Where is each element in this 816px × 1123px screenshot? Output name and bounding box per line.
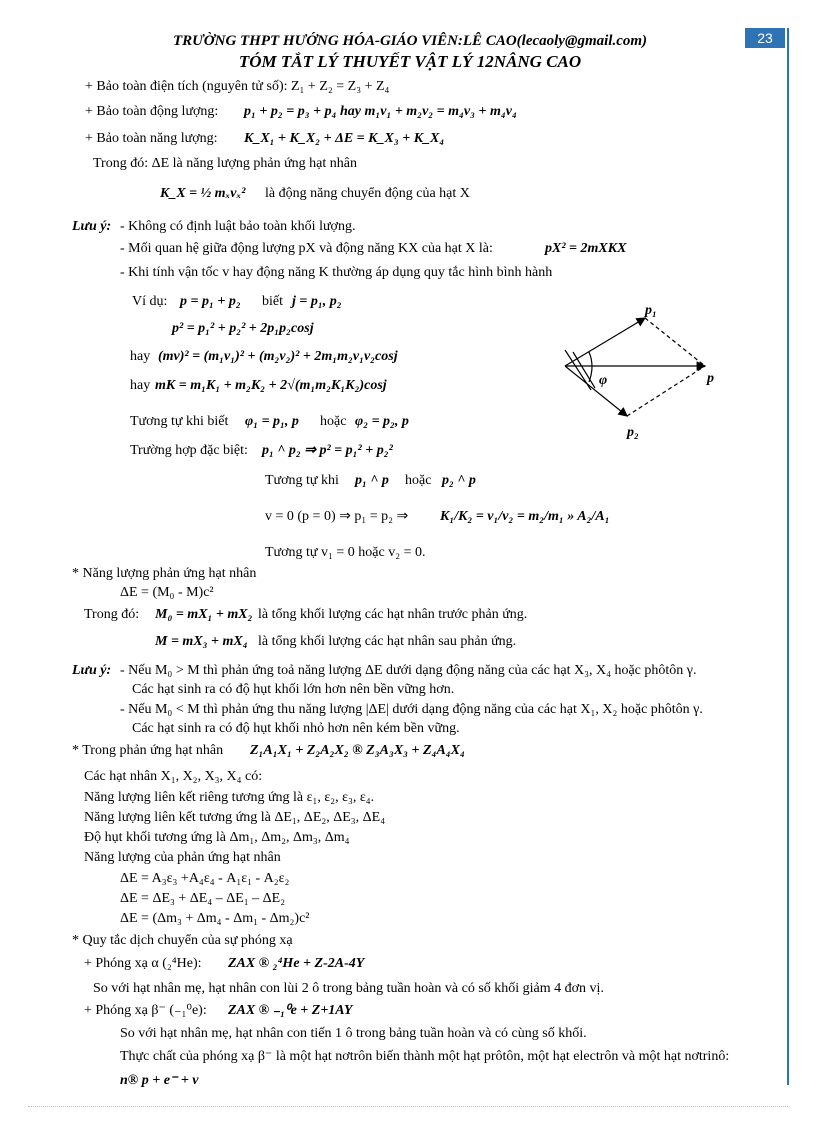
formula: ZAX ® ₋₁⁰e + Z+1AY [228, 1003, 353, 1018]
line: hoặc [405, 473, 432, 488]
line: + Phóng xạ α (₂⁴He): [84, 956, 202, 971]
formula: (mv)² = (m₁v₁)² + (m₂v₂)² + 2m₁m₂v₁v₂cosj [158, 349, 398, 364]
formula: p₁ + p₂ = p₃ + p₄ hay m₁v₁ + m₂v₂ = m₄v₃ + m₄v₄ [244, 104, 517, 119]
formula: pX² = 2mXKX [545, 241, 627, 256]
formula: K₁/K₂ = v₁/v₂ = m₂/m₁ » A₂/A₁ [440, 509, 610, 524]
line: - Mối quan hệ giữa động lượng pX và động năng KX của hạt X là: [120, 241, 493, 256]
formula: Z₁A₁X₁ + Z₂A₂X₂ ® Z₃A₃X₃ + Z₄A₄X₄ [250, 743, 465, 758]
angle-arc [589, 352, 592, 382]
note-label: Lưu ý: [72, 663, 112, 678]
formula: M = mX₃ + mX₄ [155, 634, 248, 649]
line: Các hạt sinh ra có độ hụt khối nhỏ hơn nên kém bền vững. [132, 721, 460, 736]
header-title: TÓM TẮT LÝ THUYẾT VẬT LÝ 12NÂNG CAO [238, 52, 582, 71]
formula: ΔE = ΔE₃ + ΔE₄ – ΔE₁ – ΔE₂ [120, 891, 286, 906]
parallelogram [565, 318, 705, 416]
line: + Bảo toàn điện tích (nguyên tử số): Z₁ + Z₂ = Z₃ + Z₄ [85, 79, 390, 94]
line: là tổng khối lượng các hạt nhân sau phản ứng. [258, 634, 517, 649]
line: hay [130, 378, 151, 393]
line: Trong đó: [84, 607, 140, 622]
formula: ΔE = A₃ε₃ +A₄ε₄ - A₁ε₁ - A₂ε₂ [120, 871, 290, 886]
line: Tương tự khi [265, 473, 339, 488]
formula: j = p₁, p₂ [292, 294, 342, 309]
line: + Phóng xạ β⁻ (₋₁⁰e): [84, 1003, 207, 1018]
formula: M₀ = mX₁ + mX₂ [155, 607, 253, 622]
formula: ΔE = (Δm₃ + Δm₄ - Δm₁ - Δm₂)c² [120, 911, 310, 926]
page-number: 23 [745, 28, 785, 48]
formula: φ₂ = p₂, p [355, 414, 409, 429]
vector-diagram [555, 290, 735, 440]
formula: K_X = ½ mₓvₓ² [160, 186, 246, 201]
formula: p₁ ^ p₂ ⇒ p² = p₁² + p₂² [262, 443, 393, 458]
label-p1: p₁ [645, 303, 657, 318]
formula: ZAX ® ₂⁴He + Z-2A-4Y [228, 956, 365, 971]
line: Trong đó: ΔE là năng lượng phản ứng hạt nhân [93, 156, 357, 171]
line: - Khi tính vận tốc v hay động năng K thường áp dụng quy tắc hình bình hành [120, 265, 553, 280]
line: - Không có định luật bảo toàn khối lượng. [120, 219, 356, 234]
formula: p² = p₁² + p₂² + 2p₁p₂cosj [172, 321, 314, 336]
dashed-edge [627, 366, 705, 416]
line: - Nếu M₀ < M thì phản ứng thu năng lượng |ΔE| dưới dạng động năng của các hạt X₁, X₂ hoặc phôtôn γ. [120, 702, 703, 717]
line: hoặc [320, 414, 347, 429]
formula: mK = m₁K₁ + m₂K₂ + 2√(m₁m₂K₁K₂)cosj [155, 378, 387, 393]
angle-mark [565, 350, 591, 390]
dashed-edge [645, 318, 705, 366]
footer-divider [28, 1106, 788, 1107]
line: Trường hợp đặc biệt: [130, 443, 248, 458]
line: biết [262, 294, 283, 309]
section-heading: * Trong phản ứng hạt nhân [72, 743, 224, 758]
line: - Nếu M₀ > M thì phản ứng toả năng lượng ΔE dưới dạng động năng của các hạt X₃, X₄ hoặc phôtôn γ. [120, 663, 697, 678]
line: Năng lượng liên kết riêng tương ứng là ε₁, ε₂, ε₃, ε₄. [84, 790, 375, 805]
line: là tổng khối lượng các hạt nhân trước phản ứng. [258, 607, 528, 622]
formula: K_X₁ + K_X₂ + ΔE = K_X₃ + K_X₄ [244, 131, 445, 146]
line: Năng lượng của phản ứng hạt nhân [84, 850, 281, 865]
formula: p₁ ^ p [355, 473, 389, 488]
note-label: Lưu ý: [72, 219, 112, 234]
line: Thực chất của phóng xạ β⁻ là một hạt nơtrôn biến thành một hạt prôtôn, một hạt electrôn và một hạt nơtrinô: [120, 1049, 730, 1064]
line: So với hạt nhân mẹ, hạt nhân con lùi 2 ô trong bảng tuần hoàn và có số khối giảm 4 đơn vị. [93, 981, 604, 996]
formula: p = p₁ + p₂ [180, 294, 241, 309]
line: v = 0 (p = 0) ⇒ p₁ = p₂ ⇒ [265, 509, 409, 524]
line: Các hạt nhân X₁, X₂, X₃, X₄ có: [84, 769, 263, 784]
line: Ví dụ: [132, 294, 168, 309]
line: Các hạt sinh ra có độ hụt khối lớn hơn nên bền vững hơn. [132, 682, 455, 697]
label-p2: p₂ [627, 425, 639, 440]
formula: ΔE = (M₀ - M)c² [120, 585, 214, 600]
formula: φ₁ = p₁, p [245, 414, 299, 429]
section-heading: * Quy tắc dịch chuyển của sự phóng xạ [72, 933, 293, 948]
line: Độ hụt khối tương ứng là Δm₁, Δm₂, Δm₃, Δm₄ [84, 830, 350, 845]
line: Tương tự v₁ = 0 hoặc v₂ = 0. [265, 545, 426, 560]
line: + Bảo toàn năng lượng: [85, 131, 218, 146]
vector-p2 [565, 366, 627, 416]
line: là động năng chuyển động của hạt X [265, 186, 470, 201]
formula: p₂ ^ p [442, 473, 476, 488]
section-heading: * Năng lượng phản ứng hạt nhân [72, 566, 257, 581]
formula: n® p + e⁻ + ν [120, 1073, 199, 1088]
label-phi: φ [599, 373, 608, 388]
line: Tương tự khi biết [130, 414, 229, 429]
page-border [787, 28, 789, 1085]
header-school: TRƯỜNG THPT HƯỚNG HÓA-GIÁO VIÊN:LÊ CAO(lecaoly@gmail.com) [172, 33, 648, 49]
line: Năng lượng liên kết tương ứng là ΔE₁, ΔE₂, ΔE₃, ΔE₄ [84, 810, 386, 825]
line: hay [130, 349, 151, 364]
line: So với hạt nhân mẹ, hạt nhân con tiến 1 ô trong bảng tuần hoàn và có cùng số khối. [120, 1026, 587, 1041]
label-p: p [707, 371, 714, 386]
line: + Bảo toàn động lượng: [85, 104, 219, 119]
